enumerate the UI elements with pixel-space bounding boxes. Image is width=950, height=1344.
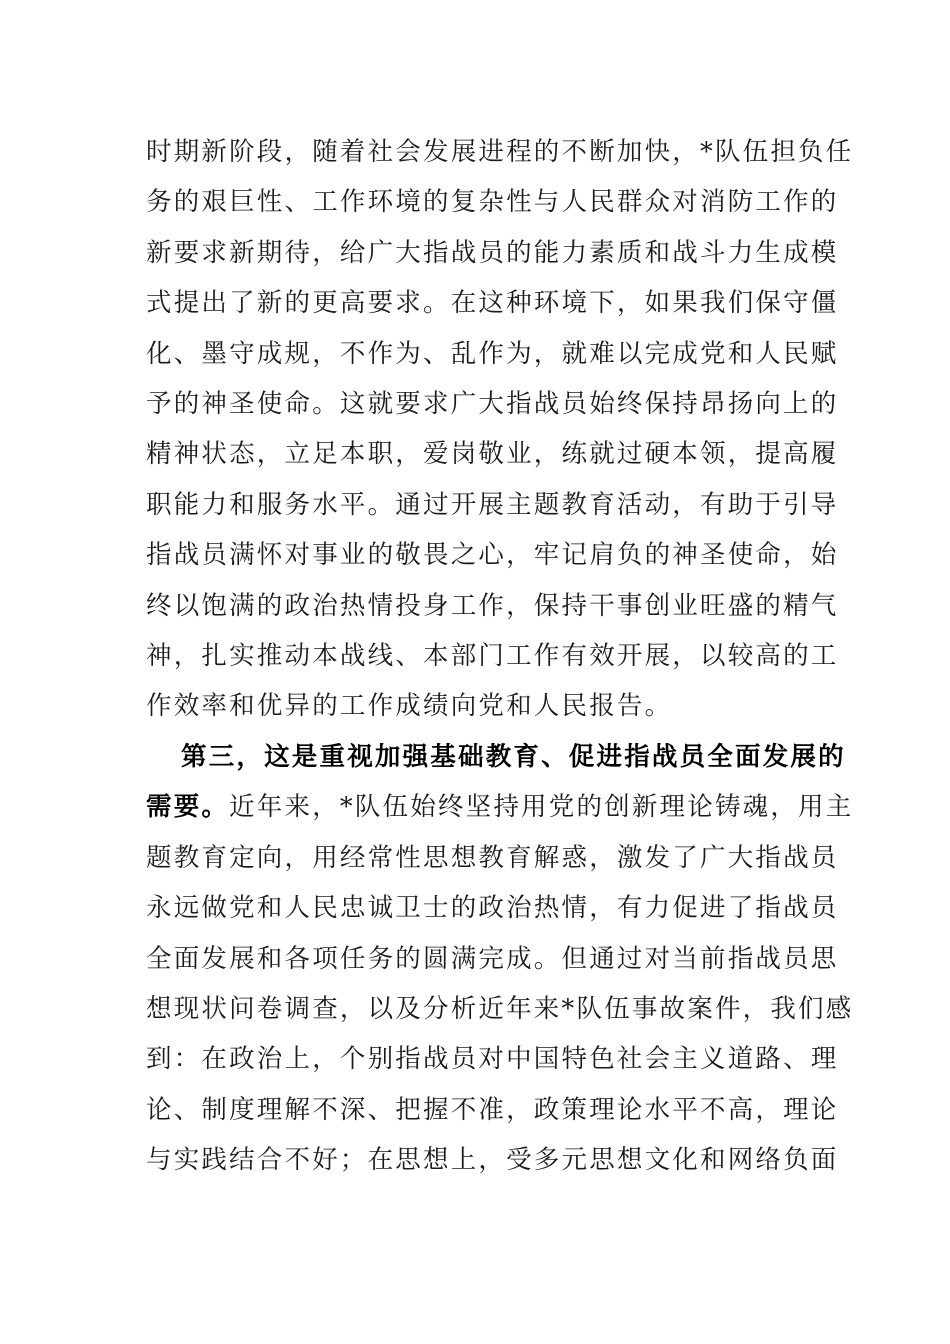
section-heading: 第三，这是重视加强基础教育、促进指战员全面发展的 bbox=[181, 742, 846, 772]
paragraph-line: 时期新阶段，随着社会发展进程的不断加快，*队伍担负任 bbox=[146, 137, 854, 167]
paragraph-line: 务的艰巨性、工作环境的复杂性与人民群众对消防工作的 bbox=[146, 187, 839, 218]
paragraph-line: 职能力和服务水平。通过开展主题教育活动，有助于引导 bbox=[146, 489, 839, 520]
paragraph-line: 式提出了新的更高要求。在这种环境下，如果我们保守僵 bbox=[146, 288, 839, 319]
paragraph-line: 终以饱满的政治热情投身工作，保持干事创业旺盛的精气 bbox=[146, 590, 839, 621]
paragraph-1 bbox=[146, 127, 854, 732]
paragraph-text: 近年来，*队伍始终坚持用党的创新理论铸魂，用主 bbox=[229, 792, 854, 823]
paragraph-line bbox=[146, 782, 854, 832]
paragraph-line: 全面发展和各项任务的圆满完成。但通过对当前指战员思 bbox=[146, 943, 839, 974]
paragraph-line: 想现状问卷调查，以及分析近年来*队伍事故案件，我们感 bbox=[146, 993, 854, 1024]
paragraph-line: 到：在政治上，个别指战员对中国特色社会主义道路、理 bbox=[146, 1044, 839, 1075]
section-heading-end: 需要。 bbox=[146, 792, 230, 823]
paragraph-line: 神，扎实推动本战线、本部门工作有效开展，以较高的工 bbox=[146, 640, 839, 671]
paragraph-line: 精神状态，立足本职，爱岗敬业，练就过硬本领，提高履 bbox=[146, 439, 839, 470]
paragraph-line: 题教育定向，用经常性思想教育解惑，激发了广大指战员 bbox=[146, 842, 839, 873]
paragraph-line: 论、制度理解不深、把握不准，政策理论水平不高，理论 bbox=[146, 1094, 839, 1125]
paragraph-line: 化、墨守成规，不作为、乱作为，就难以完成党和人民赋 bbox=[146, 338, 839, 369]
paragraph-line: 与实践结合不好；在思想上，受多元思想文化和网络负面 bbox=[146, 1145, 839, 1176]
paragraph-line: 予的神圣使命。这就要求广大指战员始终保持昂扬向上的 bbox=[146, 388, 839, 419]
paragraph-2 bbox=[146, 732, 854, 1186]
paragraph-line: 永远做党和人民忠诚卫士的政治热情，有力促进了指战员 bbox=[146, 893, 839, 924]
paragraph-line: 作效率和优异的工作成绩向党和人民报告。 bbox=[146, 691, 673, 722]
paragraph-line: 指战员满怀对事业的敬畏之心，牢记肩负的神圣使命，始 bbox=[146, 540, 839, 571]
paragraph-line: 新要求新期待，给广大指战员的能力素质和战斗力生成模 bbox=[146, 237, 839, 268]
